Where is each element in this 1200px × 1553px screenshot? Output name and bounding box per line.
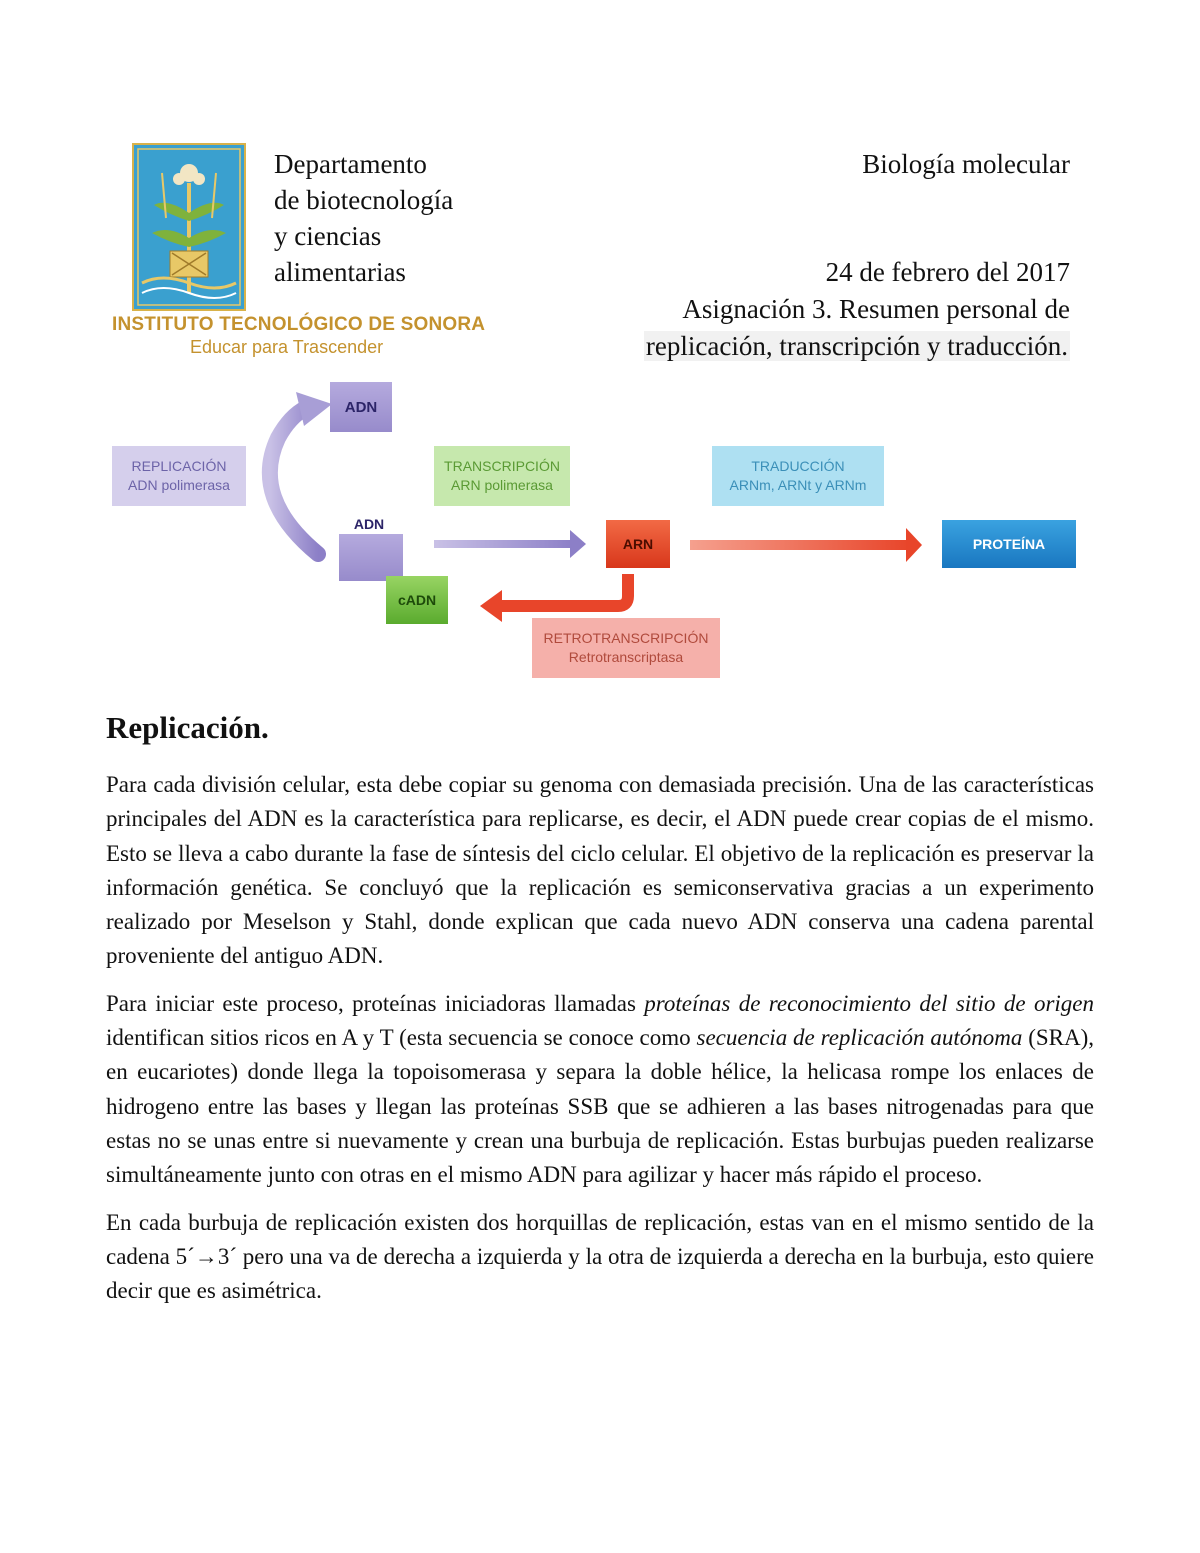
cadn-box [386,576,448,624]
paragraph-2-text: (SRA), en eucariotes) donde llega la topoisomerasa y separa la doble hélice, la helicasa rompe los enlaces de hidrogeno entre las bases y llegan las proteínas SSB que se adhieren a las bases nitrogenadas para que estas no se unas entre si nuevamente y crean una burbuja de replicación. Estas burbujas pueden realizarse simultáneamente junto con otras en el mismo ADN para agilizar y hacer más rápido el proceso. [106,1025,1095,1188]
replication-arrowhead [296,392,332,426]
traduccion-title: TRADUCCIÓN [751,458,845,474]
section-title: Replicación. [106,710,269,745]
body-text [106,768,1094,1321]
assignment-title-line2: replicación, transcripción y traducción. [645,331,1068,361]
proteina-box [942,520,1076,568]
department-name [274,146,574,290]
replicacion-box [112,446,246,506]
department-line: Departamento [274,149,427,179]
adn-label [338,514,400,534]
transcription-arrowhead [570,530,586,558]
institute-logo [132,143,246,311]
department-line: y ciencias [274,221,382,251]
transcripcion-box [434,446,570,506]
replication-arrow [270,408,318,554]
arn-label: ARN [622,536,654,552]
assignment-header [570,254,1070,365]
department-line: alimentarias [274,257,406,287]
adn-top-label: ADN [344,398,378,416]
adn-box [339,534,403,581]
arn-box [606,520,670,568]
traduccion-subtitle: ARNm, ARNt y ARNm [729,477,867,493]
reverse-transcription-arrowhead [480,590,502,622]
translation-arrowhead [906,528,922,562]
traduccion-box [712,446,884,506]
department-line: de biotecnología [274,185,454,215]
paragraph-2 [106,987,1094,1193]
institute-name: INSTITUTO TECNOLÓGICO DE SONORA [112,314,486,335]
retrotranscripcion-subtitle: Retrotranscriptasa [568,649,684,665]
paragraph-2-italic: proteínas de reconocimiento del sitio de origen [644,990,1095,1016]
reverse-transcription-arrow [500,574,628,606]
proteina-label: PROTEÍNA [972,536,1046,552]
paragraph-2-italic: secuencia de replicación autónoma [696,1025,1023,1051]
paragraph-2-text: Para iniciar este proceso, proteínas iniciadoras llamadas [106,990,645,1016]
central-dogma-diagram [100,378,1100,688]
retrotranscripcion-title: RETROTRANSCRIPCIÓN [543,630,709,646]
paragraph-3: En cada burbuja de replicación existen dos horquillas de replicación, estas van en el mismo sentido de la cadena 5´→3´ pero una va de derecha a izquierda y la otra de izquierda a derecha en la burbuja, esto quiere decir que es asimétrica. [106,1209,1094,1304]
replicacion-subtitle: ADN polimerasa [128,477,230,493]
transcripcion-title: TRANSCRIPCIÓN [444,458,560,474]
course-name: Biología molecular [862,149,1070,179]
adn-label-text: ADN [353,516,385,532]
institute-motto: Educar para Trascender [190,337,384,357]
replicacion-title: REPLICACIÓN [131,458,227,474]
assignment-title-line1: Asignación 3. Resumen personal de [682,294,1070,324]
document-date: 24 de febrero del 2017 [825,257,1070,287]
paragraph-1: Para cada división celular, esta debe copiar su genoma con demasiada precisión. Una de las características principales del ADN es la característica para replicarse, es decir, el ADN puede crear copias de el mismo. Esto se lleva a cabo durante la fase de síntesis del ciclo celular. El objetivo de la replicación es preservar la información genética. Se concluyó que la replicación es semiconservativa gracias a un experimento realizado por Meselson y Stahl, donde explican que cada nuevo ADN conserva una cadena parental proveniente del antiguo ADN. [106,772,1094,969]
paragraph-2-text: identifican sitios ricos en A y T (esta secuencia se conoce como [106,1025,697,1051]
adn-top-box [330,382,392,432]
transcripcion-subtitle: ARN polimerasa [451,477,553,493]
retrotranscripcion-box [532,618,720,678]
cadn-label: cADN [397,592,437,608]
